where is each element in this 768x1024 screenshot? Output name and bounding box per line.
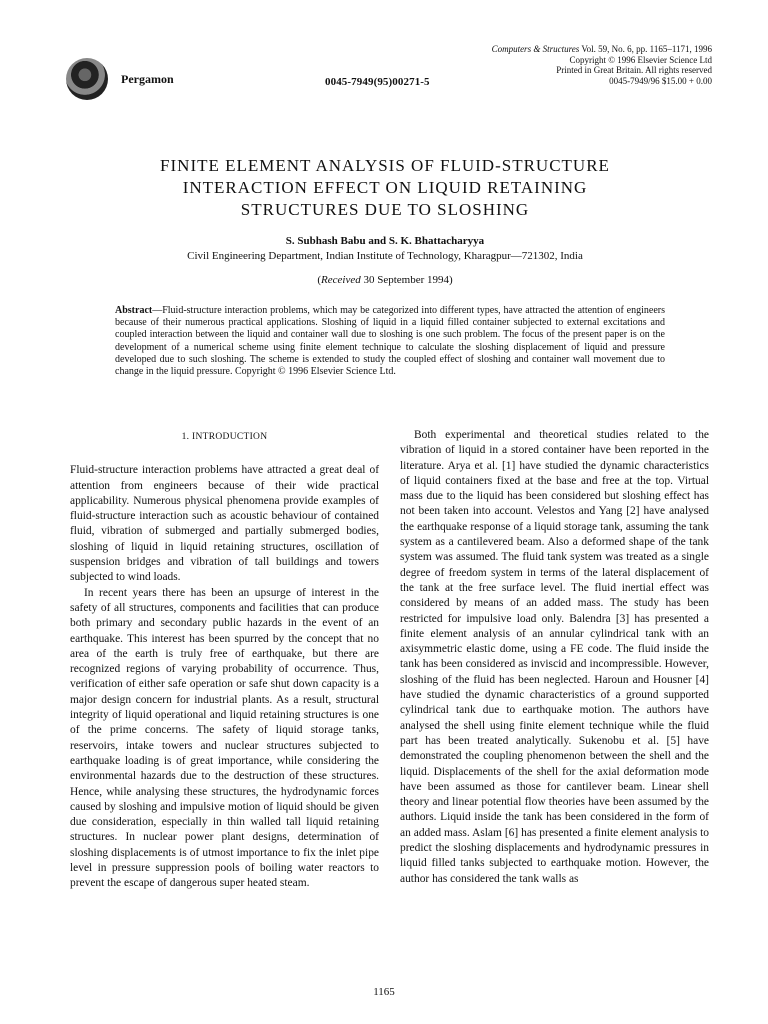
- paragraph-2: In recent years there has been an upsurge of interest in the safety of all structures, components and facilities that can produce both primary and secondary public hazards in the event of an earthquake. This interest has been spurred by the concept that no area of the earth is truly free of earthquake, but there are recognized regions of varying probability of occurrence. Thus, verification of either safe operation or safe shut down capacity is a major design concern for industrial plants. As a result, structural integrity of liquid operational and liquid retaining structures is one of the prime concerns. The safety of liquid storage tanks, reservoirs, intake towers and nuclear structures subjected to earthquake loading is of great importance, while considering the environmental hazards due to the destruction of these structures. Hence, while analysing these structures, the hydrodynamic forces caused by sloshing and impulsive motion of liquid should be given due consideration, especially in thin walled tall liquid retaining structures. In nuclear power plant designs, determination of sloshing displacements is of utmost importance to fix the inlet pipe level in pressure suppression pools of boiling water reactors to prevent the escape of dangerous super heated steam.: [70, 586, 379, 890]
- received-date: [90, 274, 680, 286]
- right-column: [400, 428, 709, 887]
- abstract-text: —Fluid-structure interaction problems, which may be categorized into different types, have attracted the attention of engineers because of their numerous practical applications. Sloshing of liquid in a liquid filled container subjected to external excitations and coupled interaction between the liquid and container wall due to sloshing is one such problem. The focus of the present paper is on the development of a numerical scheme using finite element technique to calculate the sloshing displacement of liquid and pressure developed due to such sloshing. The scheme is extended to study the coupled effect of sloshing and container wall movement due to change in the liquid pressure. Copyright © 1996 Elsevier Science Ltd.: [115, 305, 665, 378]
- abstract-label: Abstract: [115, 305, 153, 316]
- title-line-3: STRUCTURES DUE TO SLOSHING: [240, 200, 530, 219]
- title-line-1: FINITE ELEMENT ANALYSIS OF FLUID-STRUCTURE: [160, 156, 610, 175]
- publisher-logo: [66, 58, 108, 100]
- authors: S. Subhash Babu and S. K. Bhattacharyya: [285, 235, 485, 247]
- page-number: 1165: [373, 986, 395, 998]
- printed-line: Printed in Great Britain. All rights reserved: [556, 65, 712, 75]
- section-heading: 1. INTRODUCTION: [181, 432, 268, 442]
- left-column: [70, 428, 379, 892]
- paragraph-1: Fluid-structure interaction problems have attracted a great deal of attention from engineers because of their wide practical applicability. Numerous physical phenomena provide examples of fluid-structure interaction such as acoustic behaviour of contained fluid, vibration of submerged and partially submerged bodies, sloshing of liquid in liquid retaining structures, oscillation of suspension bridges and vibration of tall buildings and towers subjected to wind loads.: [70, 464, 379, 584]
- publisher-name: Pergamon: [121, 72, 174, 86]
- received-open: (: [317, 274, 322, 286]
- journal-citation: [442, 44, 712, 55]
- journal-volume: Vol. 59, No. 6, pp. 1165–1171, 1996: [579, 44, 712, 54]
- journal-info-block: [442, 44, 712, 86]
- received-label: Received: [321, 274, 361, 286]
- issn-line: 0045-7949/96 $15.00 + 0.00: [609, 75, 712, 86]
- abstract: [115, 305, 665, 378]
- received-date-text: 30 September 1994): [360, 274, 453, 286]
- journal-title: Computers & Structures: [491, 44, 580, 54]
- title-line-2: INTERACTION EFFECT ON LIQUID RETAINING: [182, 178, 588, 197]
- paper-title: [90, 155, 680, 221]
- affiliation: Civil Engineering Department, Indian Institute of Technology, Kharagpur—721302, India: [187, 250, 583, 262]
- paragraph-3: Both experimental and theoretical studies related to the vibration of liquid in a stored container have been reported in the literature. Arya et al. [1] have studied the dynamic characteristics of liquid containers fixed at the base and free at the top. Virtual mass due to the liquid has been considered but sloshing effect has not been taken into account. Velestos and Yang [2] have analysed the earthquake response of a liquid storage tank, assuming the tank system as a cantilevered beam. Also a deformed shape of the tank system was assumed. The fluid tank system was treated as a single degree of freedom system in terms of the lateral displacement of the tank at the free surface level. The fluid inertial effect was considered by means of an added mass. The study has been restricted for impulsive load only. Balendra [3] has presented a finite element analysis of an annular cylindrical tank with an axisymmetric elastic dome, using a FE code. The fluid inside the tank has been considered as inviscid and incompressible. However, sloshing of the fluid has been neglected. Haroun and Housner [4] have studied the dynamic characteristics of a ground supported cylindrical tank due to earthquake motion. The authors have analysed the shell using finite element technique while the fluid part has been treated analytically. Sukenobu et al. [5] have demonstrated the coupling phenomenon between the shell and the liquid. Displacements of the shell for the axial deformation mode have been assumed as those for cantilever beam. Linear shell theory and linear potential flow theories have been assumed by the authors. Liquid inside the tank has been considered in the form of an added mass. Aslam [6] has presented a finite element analysis to predict the sloshing displacements and hydrodynamic pressures in liquid filled tanks subjected to earthquake motion. However, the author has considered the tank walls as: [400, 429, 709, 885]
- copyright-line: Copyright © 1996 Elsevier Science Ltd: [569, 54, 712, 65]
- document-code: 0045-7949(95)00271-5: [325, 76, 430, 88]
